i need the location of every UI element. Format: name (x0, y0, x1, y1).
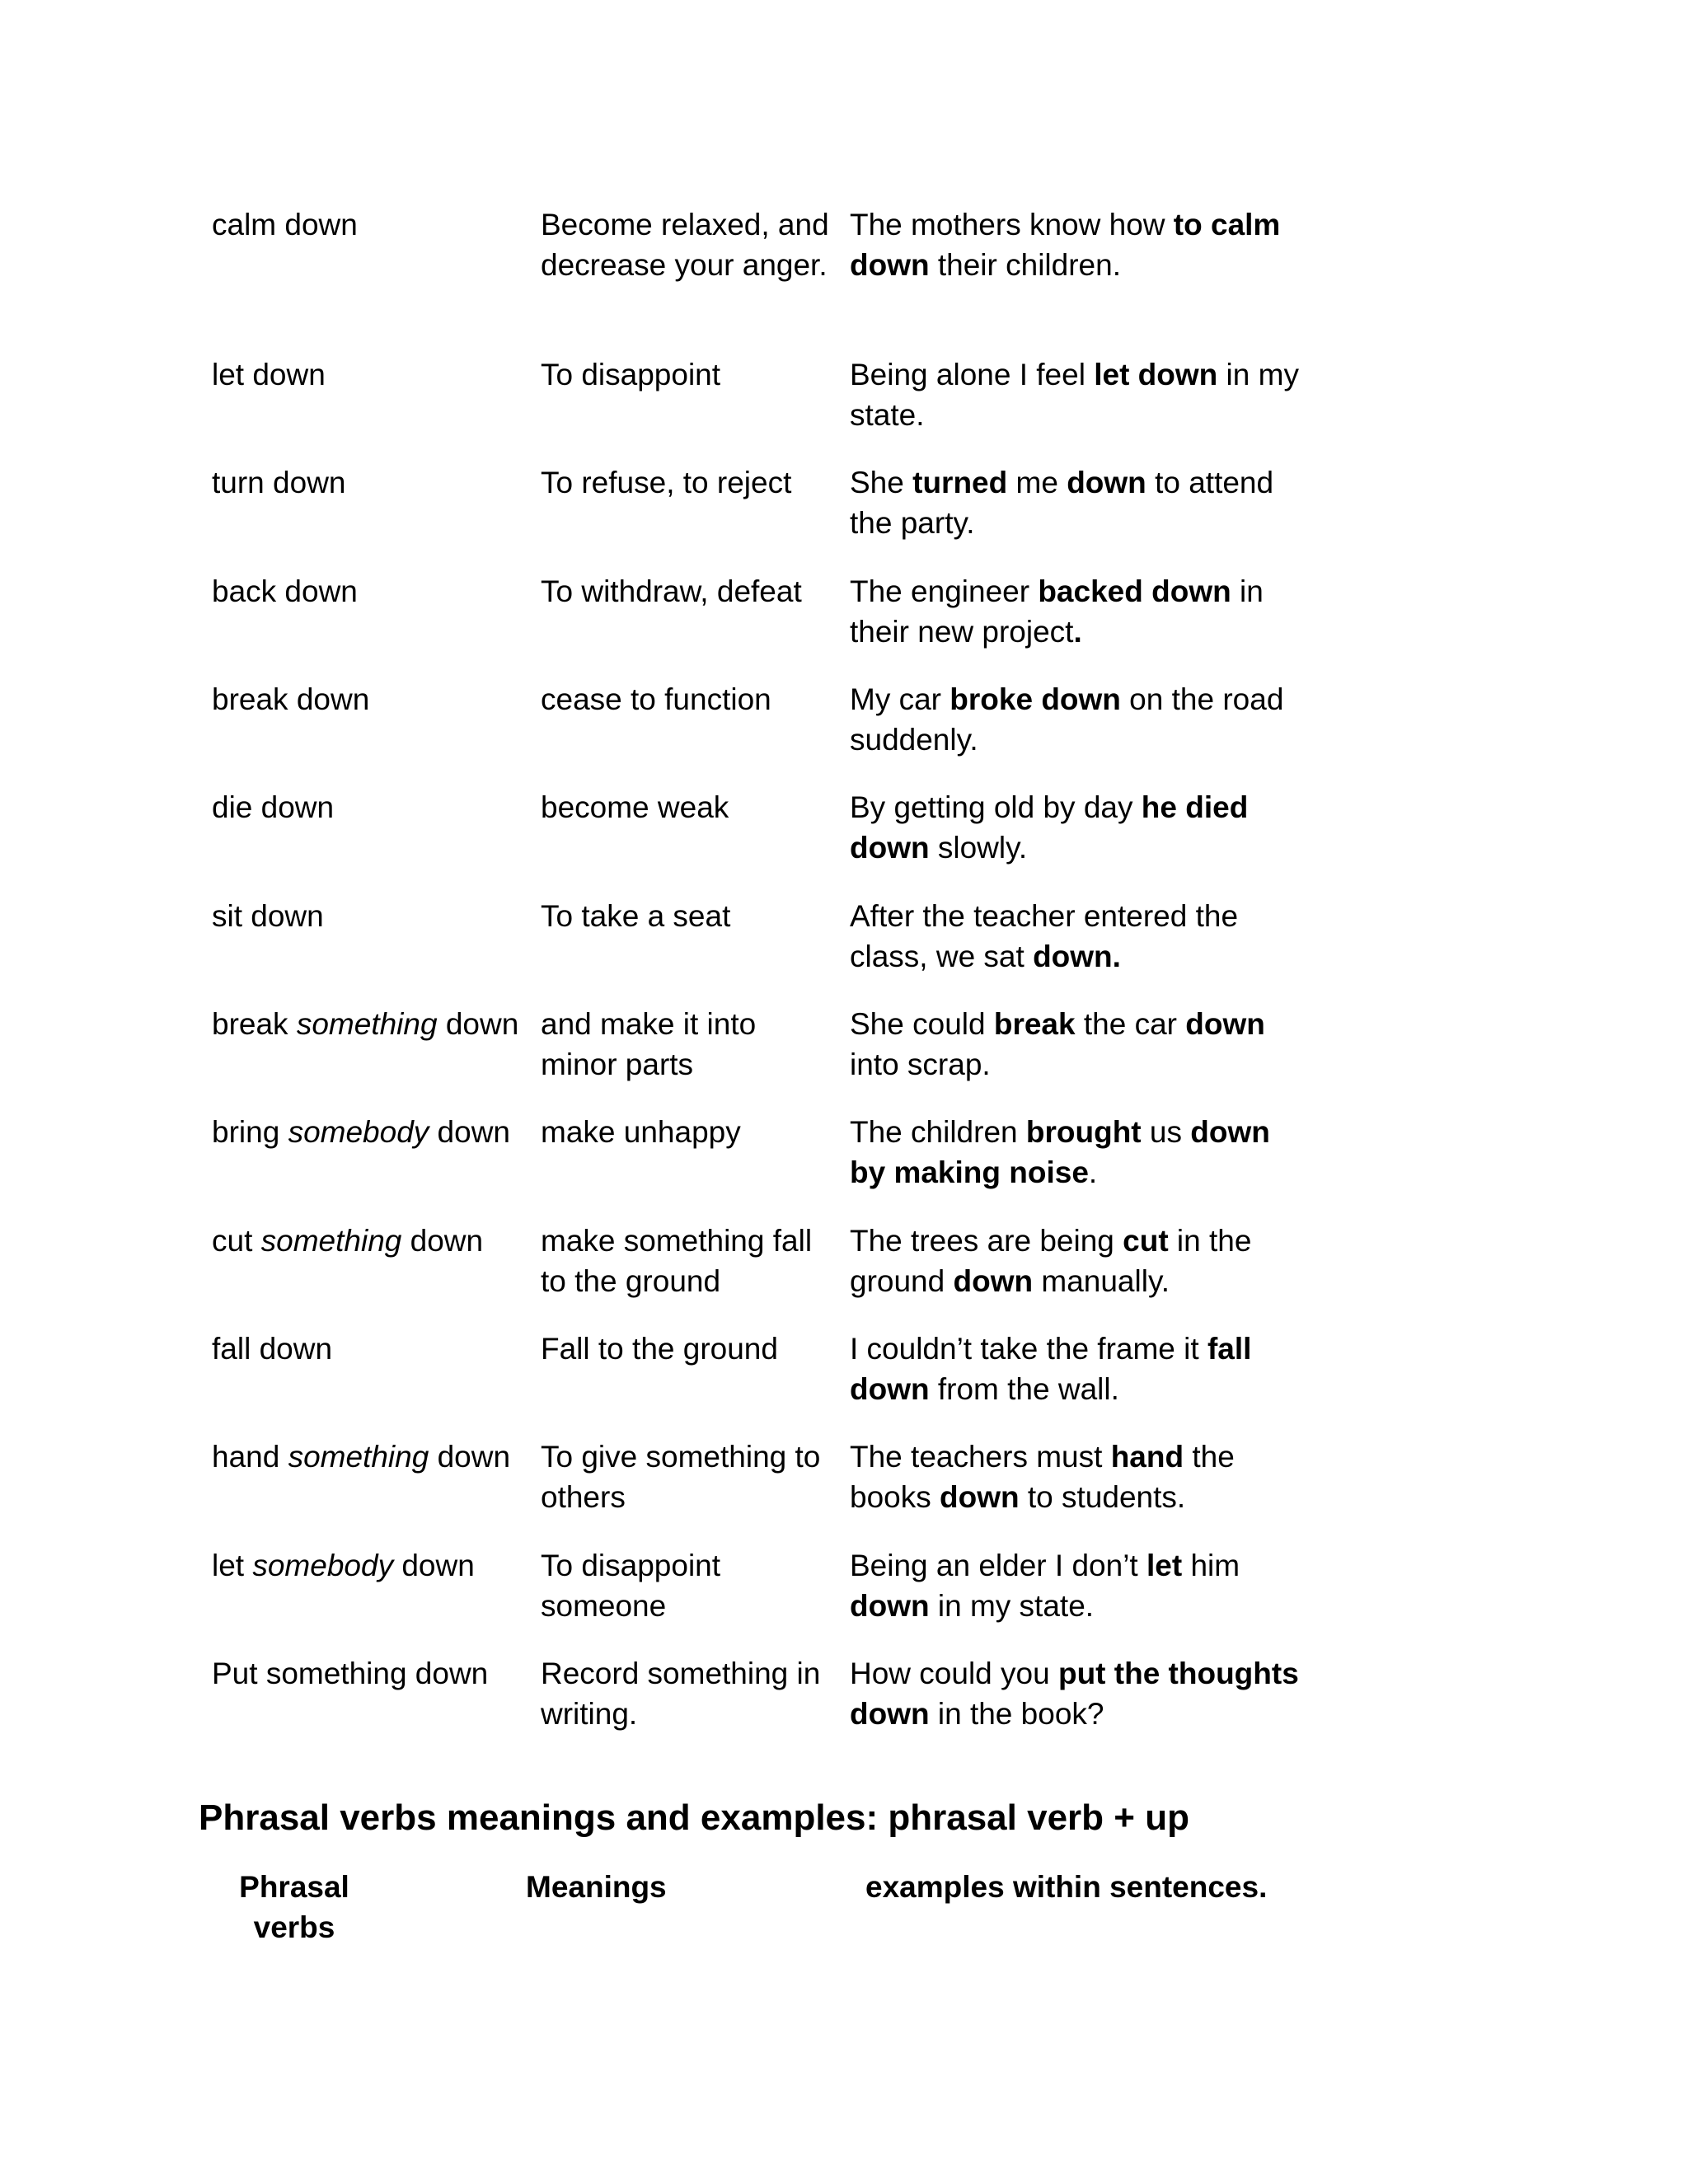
text-run: on the road suddenly. (850, 682, 1284, 757)
text-run: the car (1075, 1007, 1186, 1041)
meaning-cell: make something fall to the ground (541, 1224, 813, 1298)
phrasal-verb-cell (212, 1436, 533, 1477)
text-run: me (1007, 466, 1067, 499)
bold-text: hand (1110, 1440, 1184, 1474)
meaning-cell: Fall to the ground (541, 1332, 778, 1366)
text-run: cut (212, 1224, 261, 1258)
text-run: die down (212, 790, 335, 824)
meaning-cell: To disappoint (541, 358, 721, 391)
bold-text: down (1067, 466, 1146, 499)
phrasal-verb-cell (212, 1545, 533, 1586)
section-heading: Phrasal verbs meanings and examples: phrasal verb + up (199, 1797, 1189, 1838)
example-cell (850, 787, 1311, 868)
text-run: let down (212, 358, 326, 391)
example-cell (850, 679, 1311, 760)
text-run: to students. (1019, 1480, 1186, 1514)
meaning-cell: To withdraw, defeat (541, 574, 802, 608)
bold-text: down. (1033, 940, 1121, 973)
meaning-cell: Record something in writing. (541, 1657, 821, 1731)
meaning-cell: To refuse, to reject (541, 466, 792, 499)
bold-text: down (1185, 1007, 1265, 1041)
text-run: She (850, 466, 913, 499)
italic-text: something (288, 1440, 429, 1474)
text-run: The trees are being (850, 1224, 1123, 1258)
meaning-cell: Become relaxed, and decrease your anger. (541, 208, 829, 282)
meaning-cell: become weak (541, 790, 729, 824)
text-run: My car (850, 682, 950, 716)
example-cell (850, 462, 1311, 543)
phrasal-verb-cell (212, 896, 533, 936)
meaning-cell: To give something to others (541, 1440, 821, 1514)
text-run: break (212, 1007, 297, 1041)
phrasal-verb-cell (212, 204, 533, 245)
text-run: to attend the party. (850, 466, 1274, 540)
example-cell (850, 1112, 1311, 1193)
text-run: I couldn’t take the frame it (850, 1332, 1207, 1366)
meaning-cell: To take a seat (541, 899, 731, 933)
example-cell (850, 1221, 1311, 1301)
text-run: How could you (850, 1657, 1058, 1690)
text-run: from the wall. (929, 1372, 1119, 1406)
bold-text: backed down (1038, 574, 1231, 608)
meaning-cell: To disappoint someone (541, 1549, 721, 1623)
italic-text: something (260, 1224, 402, 1258)
column-header-meanings: Meanings (526, 1870, 667, 1904)
bold-text: turned (912, 466, 1008, 499)
phrasal-verb-cell (212, 1004, 533, 1044)
bold-text: brought (1025, 1115, 1142, 1149)
example-cell (850, 354, 1311, 435)
example-cell (850, 896, 1311, 977)
phrasal-verb-cell (212, 679, 533, 719)
text-run: . (1088, 1155, 1098, 1189)
example-cell (850, 1004, 1311, 1085)
bold-text: let (1146, 1549, 1183, 1582)
bold-text: down (850, 1589, 930, 1623)
italic-text: something (296, 1007, 438, 1041)
text-run: The children (850, 1115, 1026, 1149)
text-run: him (1182, 1549, 1240, 1582)
bold-text: cut (1123, 1224, 1169, 1258)
bold-text: to calm down (850, 208, 1281, 282)
text-run: down (437, 1007, 519, 1041)
bold-text: broke down (950, 682, 1121, 716)
bold-text: . (1073, 615, 1082, 649)
text-run: in my state. (850, 358, 1299, 432)
phrasal-verb-cell (212, 571, 533, 612)
text-run: Being an elder I don’t (850, 1549, 1146, 1582)
text-run: down (401, 1224, 484, 1258)
text-run: slowly. (929, 831, 1028, 865)
text-run: turn down (212, 466, 346, 499)
text-run: in the ground (850, 1224, 1252, 1298)
phrasal-verb-cell (212, 1221, 533, 1261)
text-run: Put something down (212, 1657, 489, 1690)
text-run: in the book? (929, 1697, 1104, 1731)
bold-text: he died down (850, 790, 1249, 865)
text-run: manually. (1033, 1264, 1170, 1298)
text-run: in their new project (850, 574, 1264, 649)
column-header-phrasal-verbs: Phrasal verbs (239, 1870, 349, 1944)
meaning-cell: make unhappy (541, 1115, 741, 1149)
bold-text: down by making noise (850, 1115, 1270, 1189)
text-run: hand (212, 1440, 288, 1474)
text-run: down (429, 1115, 511, 1149)
bold-text: put the thoughts down (850, 1657, 1299, 1731)
example-cell (850, 204, 1311, 285)
phrasal-verb-cell (212, 787, 533, 827)
example-cell (850, 1329, 1311, 1409)
text-run: in my state. (929, 1589, 1095, 1623)
text-run: break down (212, 682, 370, 716)
text-run: She could (850, 1007, 994, 1041)
example-cell (850, 1545, 1311, 1626)
text-run: The teachers must (850, 1440, 1111, 1474)
text-run: down (429, 1440, 511, 1474)
italic-text: somebody (288, 1115, 429, 1149)
text-run: their children. (929, 248, 1121, 282)
text-run: Being alone I feel (850, 358, 1095, 391)
phrasal-verb-cell (212, 1112, 533, 1152)
phrasal-verb-cell (212, 1329, 533, 1369)
example-cell (850, 1653, 1311, 1734)
example-cell (850, 571, 1311, 652)
text-run: After the teacher entered the class, we sat (850, 899, 1239, 973)
text-run: let (212, 1549, 253, 1582)
text-run: By getting old by day (850, 790, 1142, 824)
phrasal-verb-cell (212, 1653, 533, 1694)
example-cell (850, 1436, 1311, 1517)
text-run: sit down (212, 899, 324, 933)
text-run: into scrap. (850, 1047, 991, 1081)
bold-text: let down (1094, 358, 1218, 391)
meaning-cell: cease to function (541, 682, 771, 716)
meaning-cell: and make it into minor parts (541, 1007, 757, 1081)
text-run: The engineer (850, 574, 1039, 608)
text-run: The mothers know how (850, 208, 1174, 241)
text-run: fall down (212, 1332, 333, 1366)
bold-text: down (953, 1264, 1034, 1298)
bold-text: fall down (850, 1332, 1252, 1406)
text-run: us (1141, 1115, 1191, 1149)
phrasal-verb-cell (212, 462, 533, 503)
text-run: calm down (212, 208, 358, 241)
column-header-examples: examples within sentences. (865, 1870, 1268, 1904)
bold-text: break (993, 1007, 1076, 1041)
text-run: back down (212, 574, 358, 608)
text-run: bring (212, 1115, 288, 1149)
bold-text: down (940, 1480, 1020, 1514)
text-run: down (393, 1549, 475, 1582)
text-run: the books (850, 1440, 1235, 1514)
italic-text: somebody (252, 1549, 394, 1582)
phrasal-verb-cell (212, 354, 533, 395)
